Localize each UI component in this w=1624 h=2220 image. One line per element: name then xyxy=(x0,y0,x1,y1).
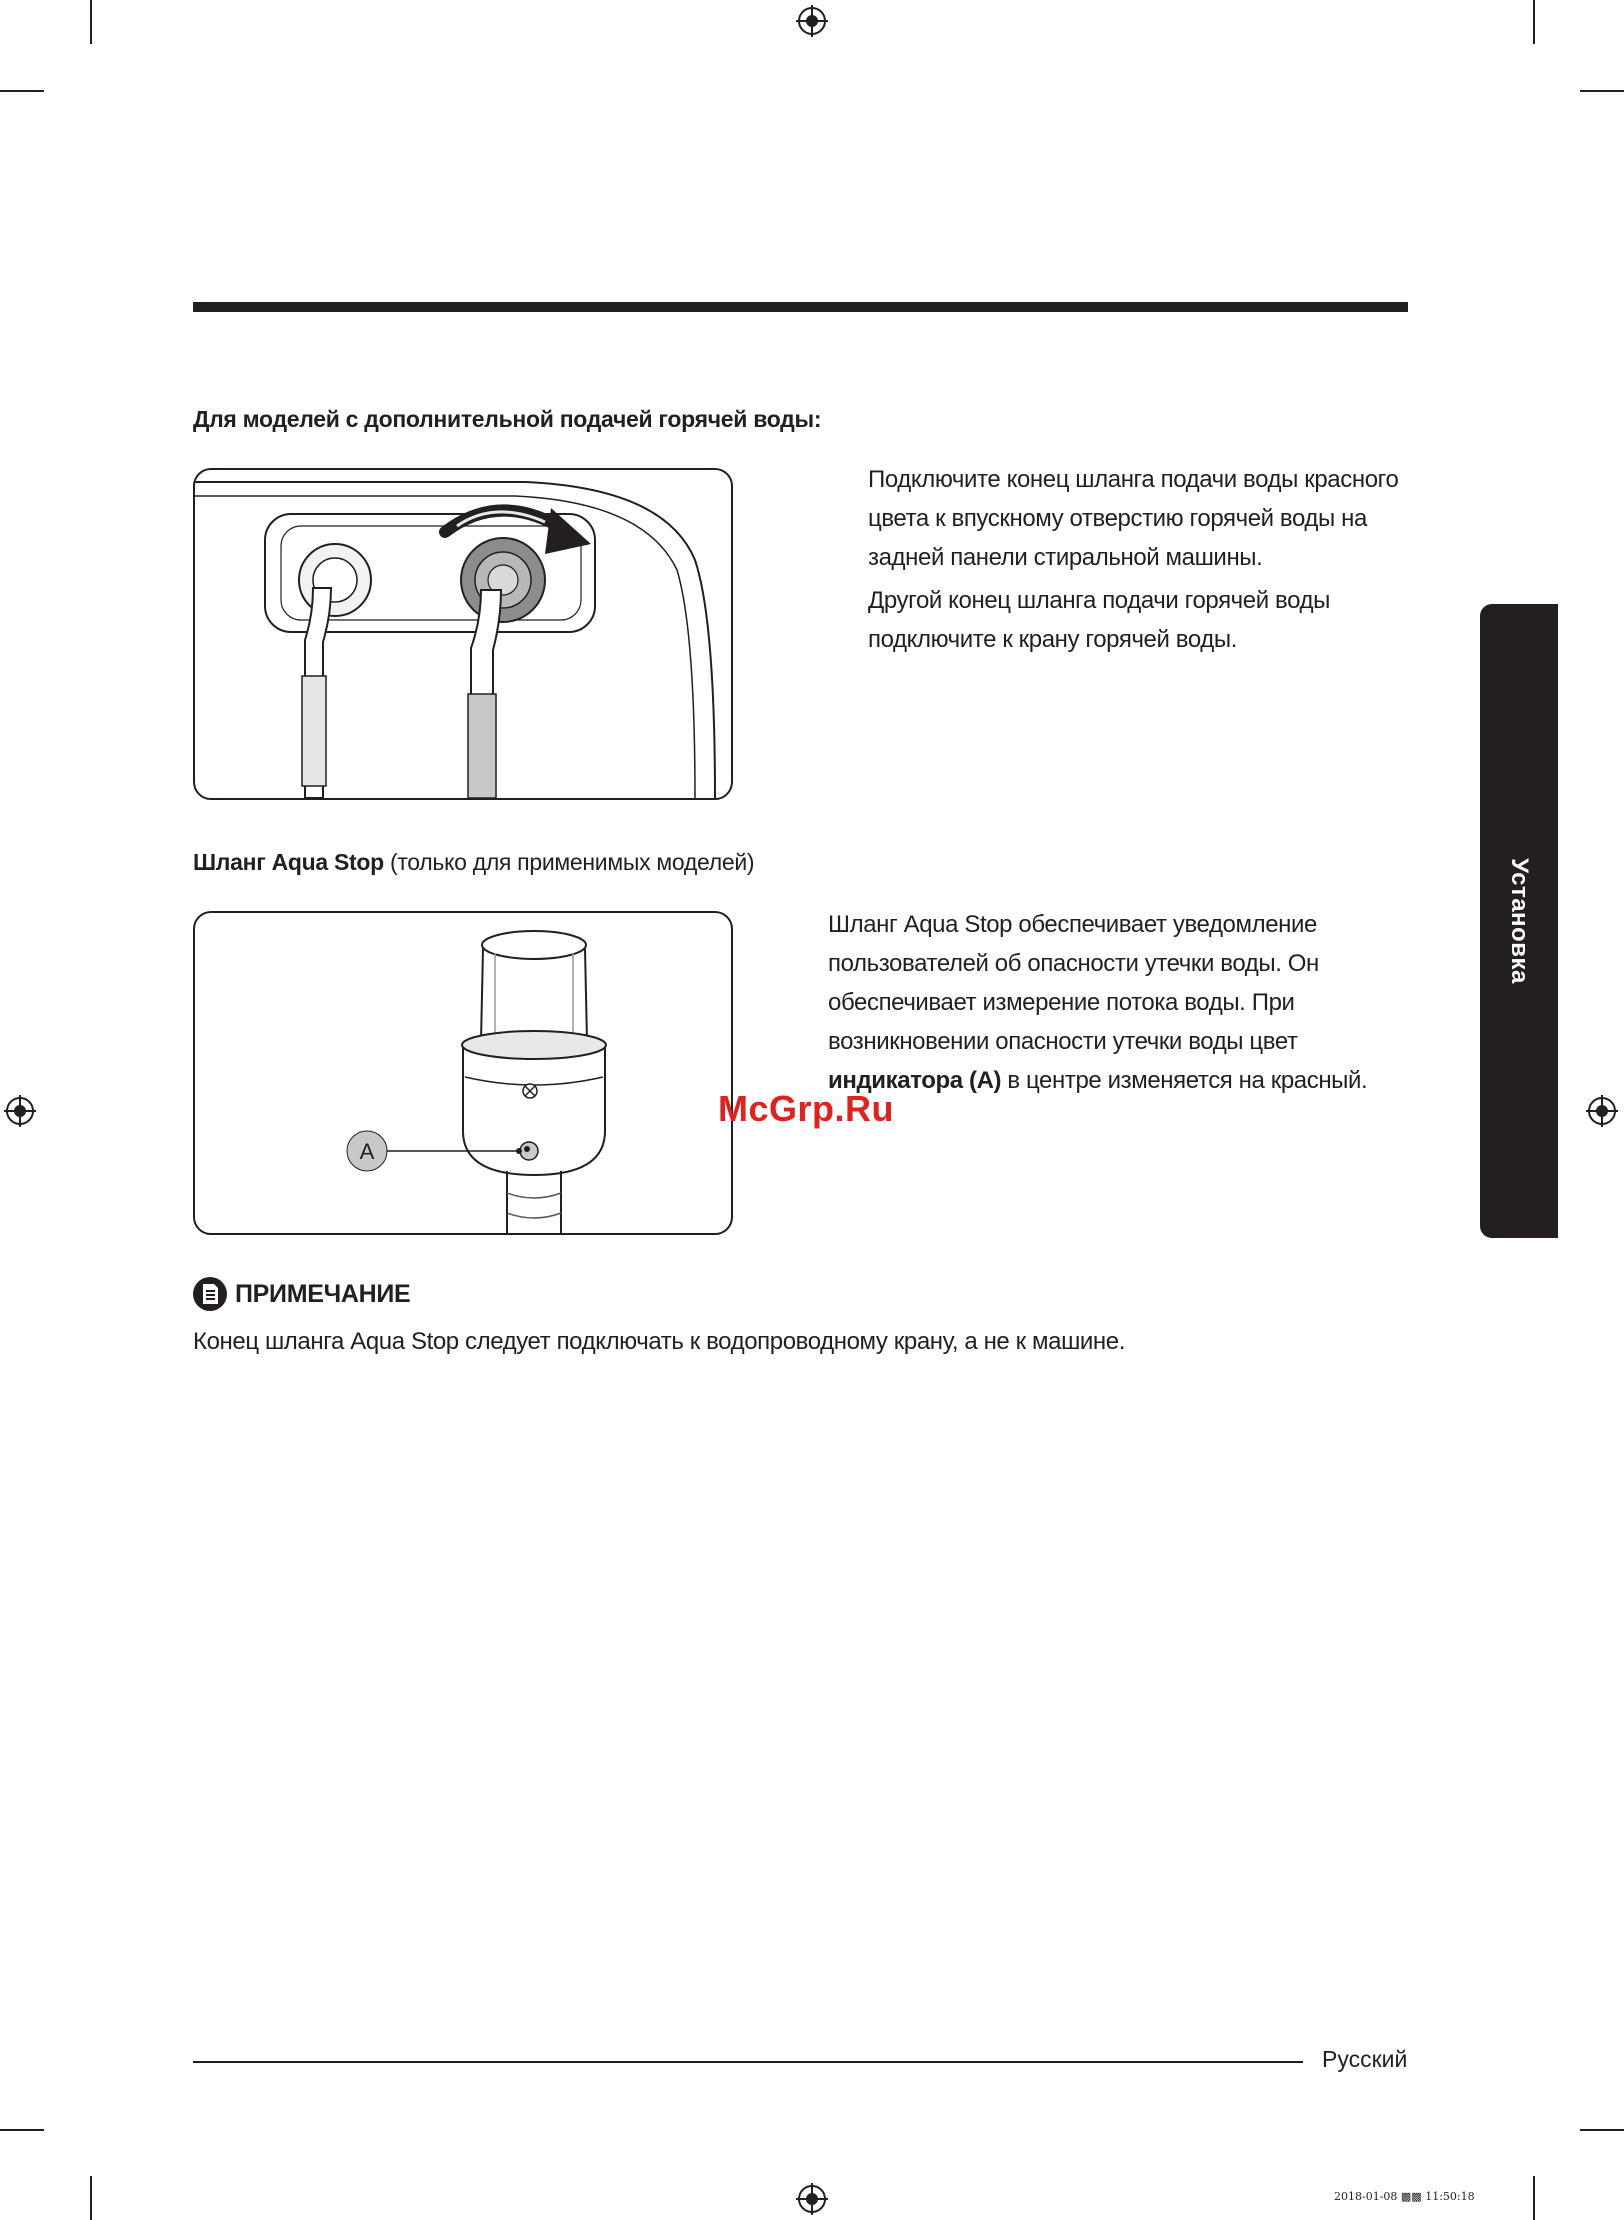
callout-label-a: A xyxy=(359,1139,375,1164)
footer-language: Русский xyxy=(1322,2046,1408,2072)
inlet-drawing xyxy=(195,470,731,798)
description-line: пользователей об опасности утечки воды. Он xyxy=(828,950,1319,977)
chapter-tab-label: Установка xyxy=(1506,858,1533,984)
description-line xyxy=(828,1061,1408,1100)
registration-mark-icon xyxy=(796,2183,828,2215)
description-line: возникновении опасности утечки воды цвет xyxy=(828,1028,1298,1055)
aqua-stop-description xyxy=(828,905,1408,1100)
crop-mark xyxy=(0,90,44,92)
crop-mark xyxy=(0,2129,44,2131)
footer-rule xyxy=(193,2061,1303,2063)
section-title-regular: (только для применимых моделей) xyxy=(389,849,755,875)
crop-mark xyxy=(90,0,92,44)
instruction-line: подключите к крану горячей воды. xyxy=(868,626,1237,653)
print-stamp: 2018-01-08 ▩▩ 11:50:18 xyxy=(1334,2190,1475,2203)
crop-mark xyxy=(90,2176,92,2220)
instruction-line: цвета к впускному отверстию горячей воды на xyxy=(868,505,1367,532)
hot-water-instructions xyxy=(868,460,1408,659)
note-heading xyxy=(193,1276,410,1312)
crop-mark xyxy=(1580,90,1624,92)
registration-mark-icon xyxy=(4,1095,36,1127)
note-text: Конец шланга Aqua Stop следует подключать к водопроводному крану, а не к машине. xyxy=(193,1328,1125,1355)
note-icon xyxy=(193,1277,227,1311)
description-line: обеспечивает измерение потока воды. При xyxy=(828,989,1295,1016)
crop-mark xyxy=(1580,2129,1624,2131)
crop-mark xyxy=(1533,2176,1535,2220)
aqua-stop-drawing xyxy=(195,913,731,1233)
instruction-line: Другой конец шланга подачи горячей воды xyxy=(868,587,1330,614)
note-title: ПРИМЕЧАНИЕ xyxy=(235,1279,411,1308)
crop-mark xyxy=(1533,0,1535,44)
watermark: McGrp.Ru xyxy=(718,1088,895,1129)
chapter-tab xyxy=(1480,604,1558,1238)
registration-mark-icon xyxy=(1586,1095,1618,1127)
hot-water-inlet-illustration xyxy=(193,468,733,800)
instruction-line: Подключите конец шланга подачи воды красного xyxy=(868,466,1399,493)
instruction-line: задней панели стиральной машины. xyxy=(868,544,1263,571)
description-tail: в центре изменяется на красный. xyxy=(1001,1067,1368,1094)
section-title-bold: Шланг Aqua Stop xyxy=(193,849,384,875)
header-rule xyxy=(193,302,1408,312)
description-line: Шланг Aqua Stop обеспечивает уведомление xyxy=(828,911,1317,938)
registration-mark-icon xyxy=(796,5,828,37)
indicator-term: индикатора (A) xyxy=(828,1067,1002,1094)
section-title-aqua-stop xyxy=(193,849,754,876)
section-title-hot-water: Для моделей с дополнительной подачей горячей воды: xyxy=(193,406,822,432)
aqua-stop-illustration xyxy=(193,911,733,1235)
